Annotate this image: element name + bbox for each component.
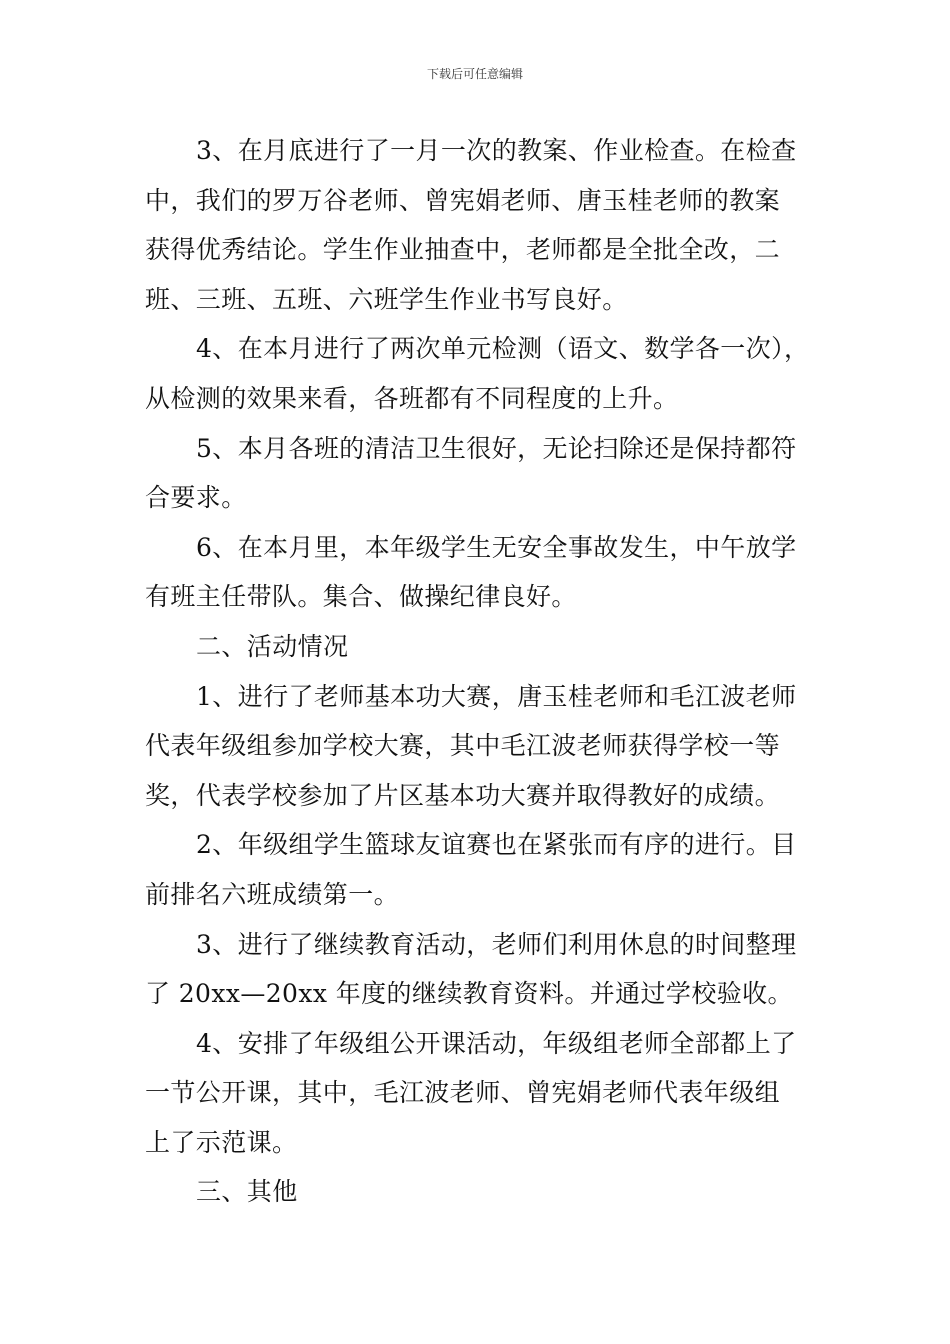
text-line: 班、三班、五班、六班学生作业书写良好。 [145,284,628,314]
text-line: 获得优秀结论。学生作业抽查中，老师都是全批全改，二 [145,235,781,265]
text-line: 中，我们的罗万谷老师、曾宪娟老师、唐玉桂老师的教案 [145,185,781,215]
heading-text: 三、其他 [196,1177,298,1207]
text-line: 一节公开课，其中，毛江波老师、曾宪娟老师代表年级组 [145,1078,781,1108]
text-line: 1、进行了老师基本功大赛，唐玉桂老师和毛江波老师 [196,681,797,711]
paragraph-item-4 [145,324,810,423]
text-line: 合要求。 [145,483,247,513]
paragraph-item-6 [145,523,810,622]
heading-text: 二、活动情况 [196,631,349,661]
text-line: 3、在月底进行了一月一次的教案、作业检查。在检查 [196,136,797,165]
paragraph-item-3 [145,126,810,324]
text-line: 代表年级组参加学校大赛，其中毛江波老师获得学校一等 [145,731,781,761]
text-line: 4、在本月进行了两次单元检测（语文、数学各一次）， [196,334,810,364]
text-line: 6、在本月里，本年级学生无安全事故发生，中午放学 [196,532,797,562]
text-line: 5、本月各班的清洁卫生很好，无论扫除还是保持都符 [196,433,797,463]
paragraph-activity-3 [145,920,810,1019]
paragraph-activity-1 [145,672,810,821]
text-line: 有班主任带队。集合、做操纪律良好。 [145,582,577,612]
text-line: 4、安排了年级组公开课活动，年级组老师全部都上了 [196,1028,797,1058]
text-line: 3、进行了继续教育活动，老师们利用休息的时间整理 [196,929,797,959]
section-heading-activities [145,622,810,672]
page-header-note: 下载后可任意编辑 [426,67,523,81]
text-line: 2、年级组学生篮球友谊赛也在紧张而有序的进行。目 [196,830,797,860]
text-line: 奖，代表学校参加了片区基本功大赛并取得教好的成绩。 [145,780,781,810]
document-body [145,126,810,1217]
section-heading-other [145,1167,810,1217]
text-line: 上了示范课。 [145,1127,298,1157]
paragraph-item-5 [145,424,810,523]
text-line: 从检测的效果来看，各班都有不同程度的上升。 [145,383,679,413]
paragraph-activity-4 [145,1019,810,1168]
text-line: 前排名六班成绩第一。 [145,879,400,909]
text-line: 了 20xx—20xx 年度的继续教育资料。并通过学校验收。 [145,979,793,1009]
paragraph-activity-2 [145,820,810,919]
